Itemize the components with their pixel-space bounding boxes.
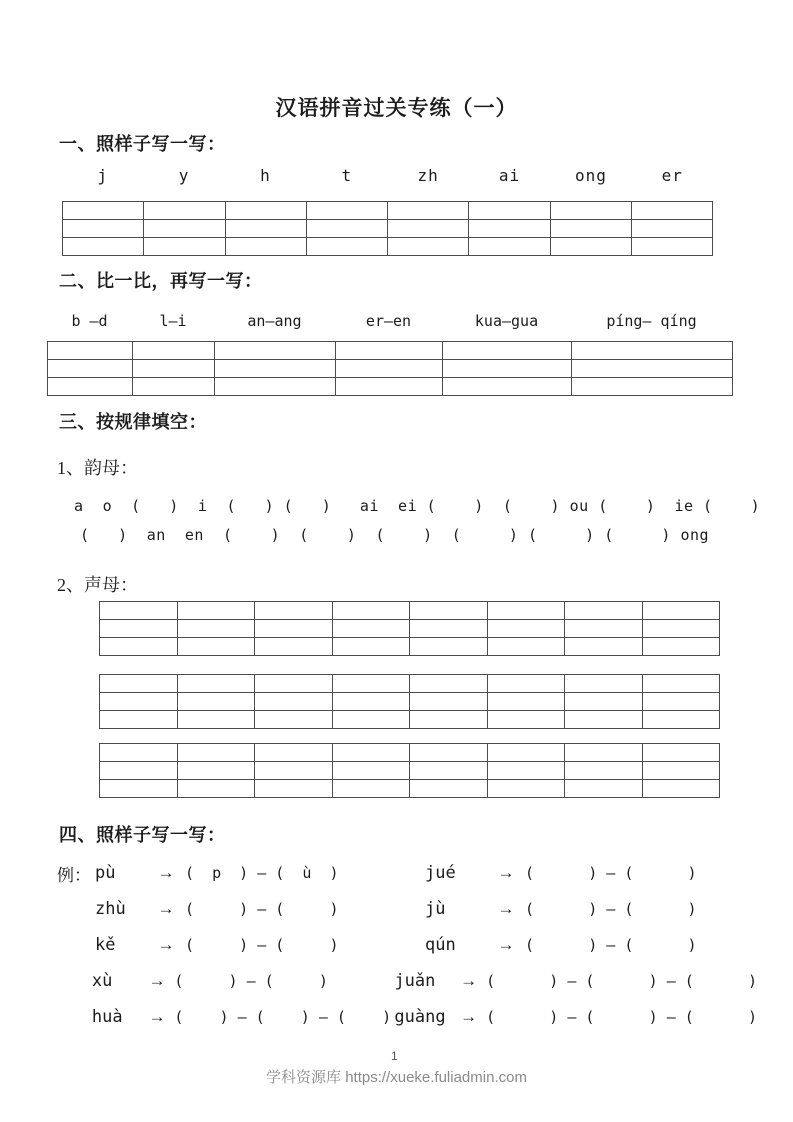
answer-cell	[225, 238, 306, 256]
finals-fill-line-2: ( ) an en ( ) ( ) ( ) ( ) ( ) ( ) ong	[80, 526, 710, 544]
answer-cell	[225, 220, 306, 238]
answer-cell	[144, 220, 225, 238]
initial-letter: zh	[417, 166, 439, 185]
section-2-answer-table	[47, 341, 733, 396]
answer-cell	[487, 638, 565, 656]
answer-cell	[565, 675, 643, 693]
answer-cell	[177, 675, 255, 693]
arrow-icon: →	[460, 1007, 478, 1026]
answer-cell	[487, 762, 565, 780]
answer-cell	[443, 378, 572, 396]
answer-cell	[550, 220, 631, 238]
answer-cell	[336, 342, 443, 360]
answer-cell	[255, 744, 333, 762]
initials-answer-table-3	[99, 743, 720, 798]
initial-letter: h	[260, 166, 271, 185]
answer-cell	[332, 744, 410, 762]
answer-cell	[642, 602, 720, 620]
arrow-icon: →	[497, 899, 515, 918]
syllable: pù	[95, 863, 116, 883]
syllable: xù	[91, 971, 113, 991]
answer-cell	[565, 638, 643, 656]
answer-cell	[487, 780, 565, 798]
answer-cell	[133, 342, 215, 360]
answer-cell	[177, 744, 255, 762]
answer-cell	[443, 360, 572, 378]
answer-cell	[443, 342, 572, 360]
answer-cell	[100, 638, 178, 656]
pinyin-pair: píng— qíng	[606, 312, 697, 330]
initials-answer-table-2	[99, 674, 720, 729]
finals-fill-line-1: a o ( ) i ( ) ( ) ai ei ( ) ( ) ou ( ) ie ( )	[74, 497, 761, 515]
answer-cell	[63, 238, 144, 256]
answer-cell	[306, 238, 387, 256]
pinyin-pair: er—en	[365, 312, 412, 330]
answer-blanks: ( ) — ( )	[525, 936, 697, 954]
answer-cell	[144, 238, 225, 256]
pinyin-pair: an—ang	[247, 312, 302, 330]
pinyin-pair: b —d	[71, 312, 108, 330]
syllable: qún	[425, 935, 456, 955]
answer-cell	[469, 220, 550, 238]
answer-cell	[642, 693, 720, 711]
arrow-icon: →	[460, 971, 478, 990]
section-3-heading: 三、按规律填空：	[59, 412, 207, 432]
syllable-split-row	[57, 969, 757, 993]
answer-cell	[215, 360, 336, 378]
answer-cell	[332, 693, 410, 711]
answer-cell	[565, 762, 643, 780]
answer-cell	[255, 780, 333, 798]
answer-cell	[410, 693, 488, 711]
answer-cell	[255, 602, 333, 620]
section-3-sub2-label: 2、声母：	[57, 575, 138, 595]
answer-cell	[487, 675, 565, 693]
syllable-split-row	[57, 897, 757, 921]
answer-cell	[177, 638, 255, 656]
answer-cell	[332, 602, 410, 620]
section-2-heading: 二、比一比，再写一写：	[59, 271, 263, 291]
answer-cell	[332, 780, 410, 798]
syllable: juǎn	[394, 971, 436, 991]
section-4-exercise-rows	[57, 861, 757, 1041]
answer-blanks: ( ) — ( ) — ( )	[486, 1008, 758, 1026]
answer-cell	[332, 711, 410, 729]
footer-site-label: 学科资源库	[266, 1069, 342, 1086]
pinyin-pair: kua—gua	[474, 312, 539, 330]
arrow-icon: →	[157, 863, 175, 882]
initial-letter: er	[661, 166, 683, 185]
footer	[0, 1066, 793, 1087]
section-2-pairs-row	[47, 312, 732, 330]
answer-cell	[215, 342, 336, 360]
answer-cell	[225, 202, 306, 220]
answer-cell	[631, 220, 712, 238]
answer-cell	[565, 693, 643, 711]
answer-cell	[177, 620, 255, 638]
answer-cell	[410, 675, 488, 693]
answer-cell	[565, 602, 643, 620]
initial-letter: j	[97, 166, 108, 185]
answer-cell	[100, 693, 178, 711]
answer-cell	[631, 238, 712, 256]
answer-cell	[565, 780, 643, 798]
answer-cell	[255, 675, 333, 693]
answer-cell	[642, 620, 720, 638]
answer-cell	[642, 675, 720, 693]
answer-cell	[255, 638, 333, 656]
arrow-icon: →	[148, 971, 166, 990]
answer-cell	[487, 693, 565, 711]
pinyin-pair: l—i	[159, 312, 187, 330]
syllable: jù	[425, 899, 446, 919]
section-1-heading: 一、照样子写一写：	[59, 134, 226, 154]
syllable: guàng	[394, 1007, 446, 1027]
answer-cell	[572, 342, 733, 360]
answer-blanks: ( ) — ( ) — ( )	[486, 972, 758, 990]
answer-blanks: ( ) — ( )	[174, 972, 328, 990]
syllable: kě	[95, 935, 116, 955]
section-4-heading: 四、照样子写一写：	[59, 825, 226, 845]
section-3-sub1-label: 1、韵母：	[57, 458, 138, 478]
answer-cell	[133, 378, 215, 396]
answer-blanks: ( ) — ( )	[525, 900, 697, 918]
initial-letter: y	[178, 166, 190, 185]
answer-cell	[565, 620, 643, 638]
answer-cell	[306, 220, 387, 238]
initial-letter: ong	[574, 166, 607, 185]
answer-cell	[48, 378, 133, 396]
arrow-icon: →	[497, 935, 515, 954]
answer-cell	[642, 744, 720, 762]
answer-cell	[100, 602, 178, 620]
answer-cell	[565, 744, 643, 762]
answer-cell	[336, 360, 443, 378]
answer-cell	[177, 711, 255, 729]
answer-cell	[177, 693, 255, 711]
answer-cell	[388, 202, 469, 220]
answer-blanks: ( ) — ( )	[185, 900, 339, 918]
answer-cell	[410, 711, 488, 729]
answer-cell	[48, 342, 133, 360]
answer-blanks: ( ) — ( )	[185, 936, 339, 954]
answer-cell	[410, 744, 488, 762]
answer-cell	[565, 711, 643, 729]
answer-cell	[388, 220, 469, 238]
answer-cell	[550, 202, 631, 220]
answer-cell	[410, 762, 488, 780]
answer-cell	[255, 693, 333, 711]
answer-cell	[642, 711, 720, 729]
answer-cell	[306, 202, 387, 220]
syllable: jué	[425, 863, 456, 883]
answer-cell	[100, 780, 178, 798]
answer-blanks: ( ) — ( ) — ( )	[174, 1008, 392, 1026]
section-1-answer-table	[62, 201, 713, 256]
answer-cell	[487, 602, 565, 620]
page-title: 汉语拼音过关专练（一）	[275, 97, 518, 120]
answer-cell	[255, 620, 333, 638]
arrow-icon: →	[497, 863, 515, 882]
answer-cell	[332, 620, 410, 638]
answer-cell	[100, 620, 178, 638]
arrow-icon: →	[157, 899, 175, 918]
answer-cell	[100, 675, 178, 693]
arrow-icon: →	[148, 1007, 166, 1026]
answer-cell	[572, 378, 733, 396]
answer-cell	[469, 238, 550, 256]
example-label: 例：	[57, 865, 91, 885]
answer-cell	[63, 202, 144, 220]
answer-cell	[642, 762, 720, 780]
answer-cell	[631, 202, 712, 220]
footer-url-link[interactable]: https://xueke.fuliadmin.com	[345, 1069, 527, 1086]
answer-cell	[100, 711, 178, 729]
answer-cell	[255, 711, 333, 729]
answer-cell	[469, 202, 550, 220]
answer-cell	[642, 638, 720, 656]
answer-cell	[642, 780, 720, 798]
answer-cell	[410, 602, 488, 620]
answer-cell	[177, 780, 255, 798]
answer-cell	[63, 220, 144, 238]
syllable-split-row	[57, 933, 757, 957]
answer-cell	[487, 620, 565, 638]
syllable-split-row	[57, 861, 757, 885]
answer-cell	[177, 602, 255, 620]
answer-cell	[100, 762, 178, 780]
answer-cell	[144, 202, 225, 220]
answer-cell	[550, 238, 631, 256]
answer-cell	[48, 360, 133, 378]
answer-cell	[336, 378, 443, 396]
page-number: 1	[391, 1049, 398, 1063]
answer-cell	[100, 744, 178, 762]
initial-letter: ai	[498, 166, 521, 185]
answer-blanks: ( p ) — ( ù )	[185, 864, 339, 882]
answer-cell	[332, 638, 410, 656]
syllable: huà	[91, 1007, 123, 1027]
answer-cell	[572, 360, 733, 378]
answer-cell	[255, 762, 333, 780]
answer-cell	[177, 762, 255, 780]
syllable: zhù	[95, 899, 126, 919]
answer-cell	[388, 238, 469, 256]
answer-cell	[410, 780, 488, 798]
answer-cell	[332, 762, 410, 780]
initials-answer-table-1	[99, 601, 720, 656]
answer-cell	[133, 360, 215, 378]
syllable-split-row	[57, 1005, 757, 1029]
answer-cell	[487, 711, 565, 729]
answer-blanks: ( ) — ( )	[525, 864, 697, 882]
arrow-icon: →	[157, 935, 175, 954]
answer-cell	[332, 675, 410, 693]
initial-letter: t	[341, 166, 353, 185]
answer-cell	[410, 638, 488, 656]
section-1-initials-row	[62, 166, 713, 185]
answer-cell	[410, 620, 488, 638]
answer-cell	[215, 378, 336, 396]
answer-cell	[487, 744, 565, 762]
